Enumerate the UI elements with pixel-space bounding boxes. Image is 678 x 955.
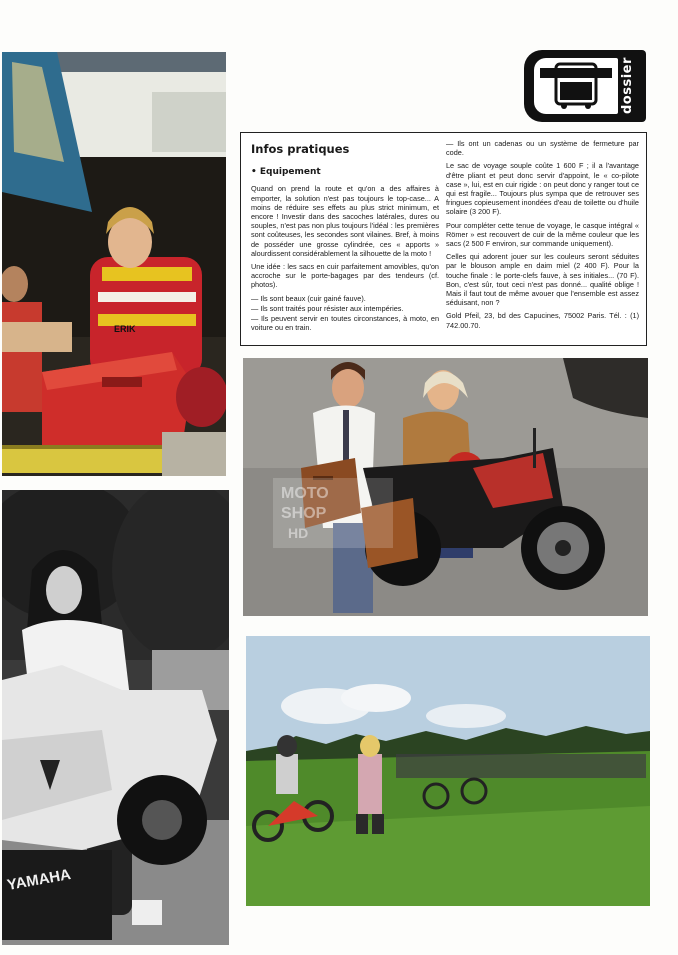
infos-pratiques-box bbox=[240, 132, 647, 346]
info-column-right bbox=[446, 139, 639, 334]
jacket-lettering: ERIK bbox=[114, 324, 136, 334]
photo-couple-motorcycle bbox=[243, 358, 648, 616]
watermark-text: HD bbox=[288, 525, 309, 541]
info-address: Gold Pfeil, 23, bd des Capucines, 75002 Paris. Tél. : (1) 742.00.70. bbox=[446, 311, 639, 330]
watermark-text: MOTO bbox=[281, 485, 329, 502]
info-list-item: — Ils peuvent servir en toutes circonstances, à moto, en voiture ou en train. bbox=[251, 314, 439, 333]
photo-woman-yamaha bbox=[2, 490, 229, 945]
info-paragraph: Celles qui adorent jouer sur les couleurs seront séduites par le blouson ample en daim miel (2 400 F). Pour la touche finale : le porte-clefs fauve, à ses initiales... (70 F). Bon, c'est sûr, tout ceci n'est pas donné... qualité oblige ! Mais il faut tout de même avouer que l'ensemble est assez séduisant, non ? bbox=[446, 252, 639, 308]
photo-field-riders bbox=[246, 636, 650, 906]
info-list-item: — Ils sont traités pour résister aux intempéries. bbox=[251, 303, 404, 313]
badge-label: dossier bbox=[620, 57, 635, 115]
info-list-item: — Ils sont beaux (cuir gainé fauve). bbox=[251, 293, 366, 303]
yamaha-lettering: YAMAHA bbox=[5, 866, 73, 894]
badge-panel bbox=[534, 58, 618, 114]
photo-rider-red-case bbox=[2, 52, 226, 476]
bag-icon bbox=[534, 58, 618, 114]
info-paragraph: Quand on prend la route et qu'on a des affaires à emporter, la solution n'est pas toujours le top-case... A moins de réduire ses effets au plus strict minimum, et encore ! Investir dans des sacoches latérales, dures ou souples, n'est pas non plus toujours l'idéal : les premières sont coûteuses, les secondes sont vilaines. Bref, à moins de posséder une grosse cylindrée, ces « apports » alourdissent considérablement la silhouette de la moto ! bbox=[251, 184, 439, 258]
info-paragraph: — Ils ont un cadenas ou un système de fermeture par code. bbox=[446, 139, 639, 158]
infobox-title: Infos pratiques bbox=[251, 142, 350, 156]
info-column-left bbox=[251, 139, 439, 333]
info-paragraph: Une idée : les sacs en cuir parfaitement amovibles, qu'on accroche sur le porte-bagages par des tendeurs (cf. photos). bbox=[251, 262, 439, 290]
infobox-subhead: • Equipement bbox=[251, 167, 321, 178]
dossier-badge bbox=[524, 50, 646, 122]
info-paragraph: Le sac de voyage souple coûte 1 600 F ; il a l'avantage d'être pliant et peut donc servir d'appoint, le « co-pilote case », lui, est en cuir rigide : on peut donc y ranger tout ce qui est fragile... Toujours plus sympa que de retrouver ses fringues copieusement inondées d'eau de toilette ou d'huile solaire (3 200 F). bbox=[446, 161, 639, 217]
info-paragraph: Pour compléter cette tenue de voyage, le casque intégral « Römer » est recouvert de cuir de la même couleur que les sacs (2 500 F environ, sur commande uniquement). bbox=[446, 220, 639, 249]
watermark-text: SHOP bbox=[281, 505, 327, 522]
